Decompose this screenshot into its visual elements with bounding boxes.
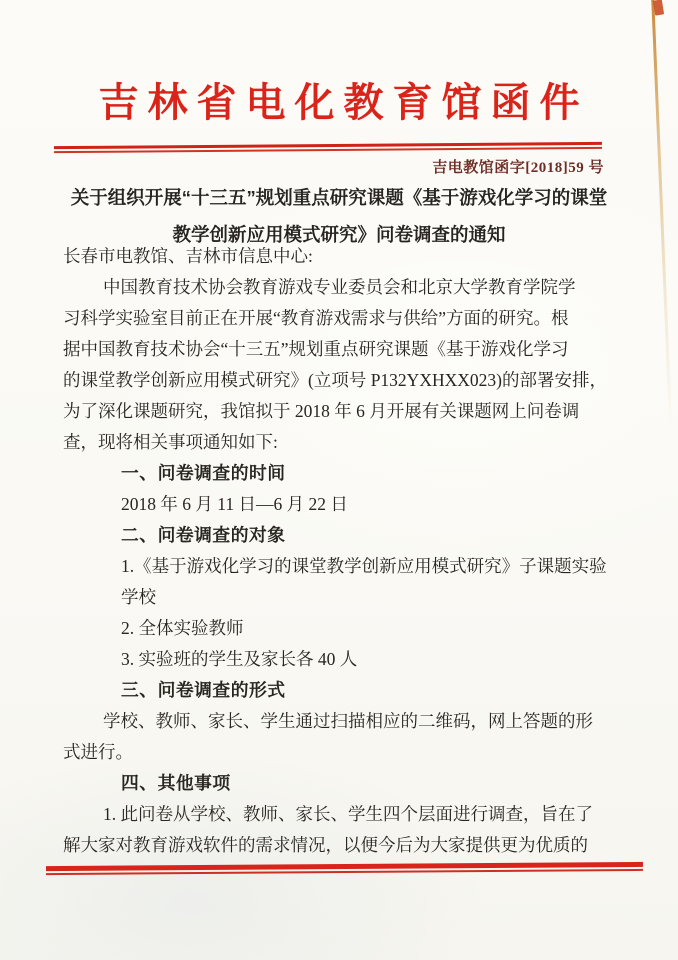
- scan-edge-artifact: [651, 0, 672, 434]
- letterhead-rule: [54, 142, 602, 153]
- survey-date: 2018 年 6 月 11 日—6 月 22 日: [121, 494, 348, 514]
- target-item-1-cont: 学校: [121, 587, 156, 607]
- footer-rule: [46, 862, 643, 875]
- notice-title-line2: 教学创新应用模式研究》问卷调查的通知: [172, 224, 506, 245]
- intro-line: 中国教育技术协会教育游戏专业委员会和北京大学教育学院学: [103, 277, 576, 297]
- intro-line: 为了深化课题研究，我馆拟于 2018 年 6 月开展有关课题网上问卷调: [63, 401, 580, 421]
- intro-line: 习科学实验室目前正在开展“教育游戏需求与供给”方面的研究。根: [63, 308, 569, 328]
- section4-heading: 四、其他事项: [121, 773, 231, 793]
- intro-line: 查，现将相关事项通知如下:: [63, 432, 278, 452]
- target-item-3: 3. 实验班的学生及家长各 40 人: [121, 649, 358, 669]
- scan-corner-artifact: [653, 0, 664, 16]
- salutation: 长春市电教馆、吉林市信息中心:: [63, 246, 313, 266]
- intro-line: 据中国教育技术协会“十三五”规划重点研究课题《基于游戏化学习: [63, 339, 569, 359]
- notice-title-line1: 关于组织开展“十三五”规划重点研究课题《基于游戏化学习的课堂: [70, 187, 608, 208]
- section1-heading: 一、问卷调查的时间: [121, 463, 286, 483]
- letterhead-title: 吉林省电化教育馆函件: [98, 80, 589, 125]
- letter-body: [63, 241, 617, 861]
- form-line-cont: 式进行。: [63, 742, 133, 762]
- target-item-1: 1.《基于游戏化学习的课堂教学创新应用模式研究》子课题实验: [121, 556, 607, 576]
- section3-heading: 三、问卷调查的形式: [121, 680, 286, 700]
- other-line-cont: 解大家对教育游戏软件的需求情况，以便今后为大家提供更为优质的: [63, 835, 588, 855]
- intro-line: 的课堂教学创新应用模式研究》(立项号 P132YXHXX023)的部署安排，: [63, 370, 607, 390]
- other-line: 1. 此问卷从学校、教师、家长、学生四个层面进行调查，旨在了: [103, 804, 593, 824]
- document-number: 吉电教馆函字[2018]59 号: [432, 160, 604, 176]
- section2-heading: 二、问卷调查的对象: [121, 525, 286, 545]
- form-line: 学校、教师、家长、学生通过扫描相应的二维码，网上答题的形: [103, 711, 593, 731]
- target-item-2: 2. 全体实验教师: [121, 618, 244, 638]
